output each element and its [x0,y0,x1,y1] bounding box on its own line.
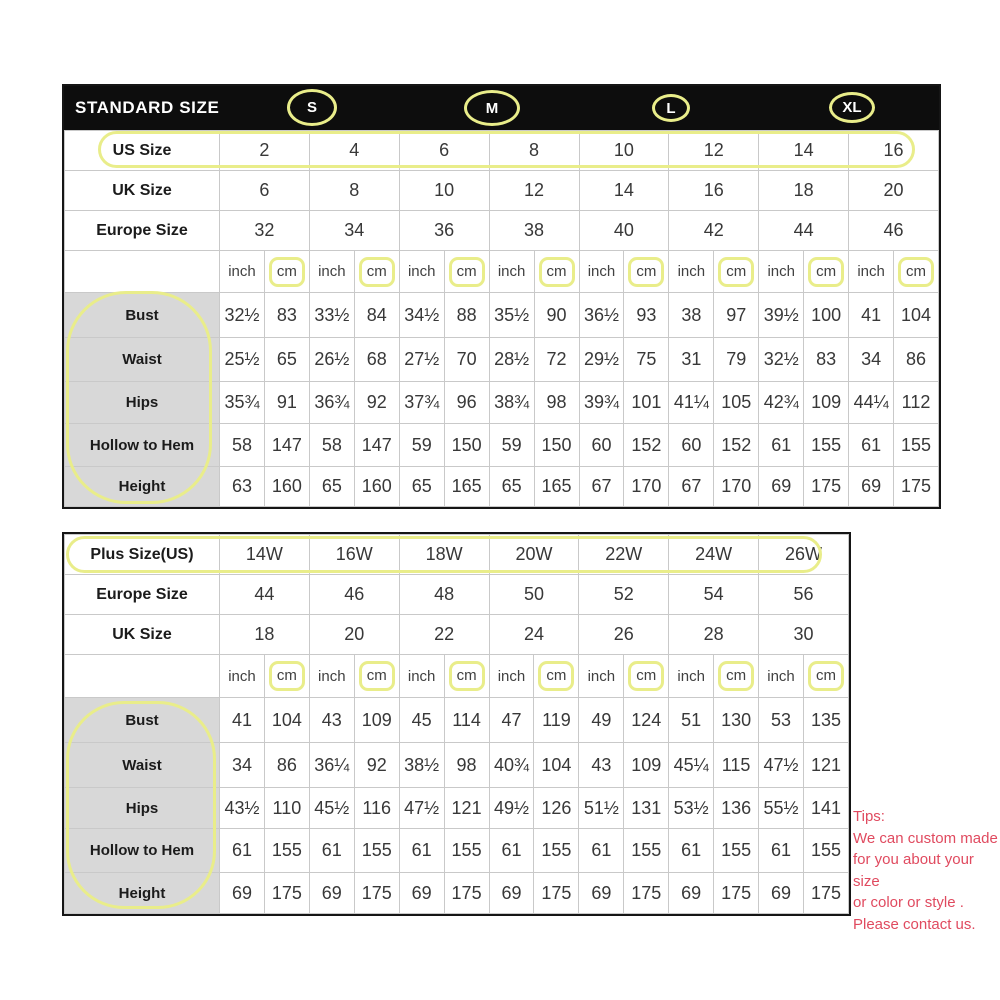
measurement-cell: 59 [399,424,444,467]
inch-label: inch [849,251,894,293]
measurement-cell: 100 [804,293,849,338]
size-cell: 52 [579,575,669,615]
size-cell: 20W [489,535,579,575]
size-cell: 18 [220,615,310,655]
measurement-cell: 47 [489,698,534,743]
measurement-cell: 141 [803,788,848,829]
measurement-cell: 92 [354,743,399,788]
measurement-cell: 69 [399,873,444,914]
measurement-row [65,467,939,507]
standard-size-header [64,86,939,130]
measurement-cell: 147 [264,424,309,467]
measurement-cell: 72 [534,338,579,382]
measurement-cell: 109 [354,698,399,743]
measurement-label: Waist [65,338,220,382]
size-data-table [64,130,939,507]
measurement-cell: 43½ [220,788,265,829]
inch-label: inch [309,655,354,698]
measurement-cell: 98 [534,382,579,424]
measurement-cell: 110 [264,788,309,829]
size-cell: 26 [579,615,669,655]
tips-line-1: We can custom made [853,829,998,847]
measurement-cell: 126 [534,788,579,829]
measurement-cell: 61 [759,424,804,467]
unit-row-spacer [65,251,220,293]
measurement-cell: 34½ [399,293,444,338]
measurement-row [65,382,939,424]
measurement-cell: 116 [354,788,399,829]
measurement-cell: 152 [714,424,759,467]
measurement-cell: 83 [264,293,309,338]
inch-label: inch [489,251,534,293]
size-cell: 44 [759,211,849,251]
measurement-cell: 51½ [579,788,624,829]
measurement-cell: 47½ [759,743,804,788]
measurement-label: Height [65,467,220,507]
cm-cell [354,655,399,698]
measurement-cell: 101 [624,382,669,424]
size-cell: 32 [220,211,310,251]
size-group-m-circle [464,90,520,126]
inch-label: inch [579,655,624,698]
size-group-s-circle [287,89,337,126]
measurement-cell: 65 [309,467,354,507]
measurement-cell: 175 [803,873,848,914]
size-cell: 14W [220,535,310,575]
measurement-cell: 69 [759,873,804,914]
measurement-cell: 124 [624,698,669,743]
measurement-cell: 160 [354,467,399,507]
measurement-cell: 175 [894,467,939,507]
size-cell: 14 [759,131,849,171]
tips-title: Tips: [853,808,885,825]
cm-highlight-box: cm [269,257,305,287]
measurement-cell: 60 [579,424,624,467]
tips-line-4: Please contact us. [853,915,976,933]
size-cell: 22 [399,615,489,655]
cm-cell [804,251,849,293]
measurement-cell: 65 [264,338,309,382]
measurement-cell: 32½ [220,293,265,338]
measurement-cell: 119 [534,698,579,743]
cm-cell [264,251,309,293]
size-cell: 12 [489,171,579,211]
inch-label: inch [669,655,714,698]
size-cell: 54 [669,575,759,615]
size-cell: 50 [489,575,579,615]
size-group-l-circle [652,94,690,122]
cm-cell [894,251,939,293]
measurement-cell: 61 [759,829,804,873]
measurement-cell: 61 [399,829,444,873]
size-cell: 30 [759,615,849,655]
measurement-label: Waist [65,743,220,788]
size-cell: 16 [669,171,759,211]
measurement-cell: 40¾ [489,743,534,788]
size-row [65,211,939,251]
measurement-cell: 60 [669,424,714,467]
size-cell: 40 [579,211,669,251]
measurement-cell: 35¾ [220,382,265,424]
measurement-cell: 75 [624,338,669,382]
measurement-cell: 93 [624,293,669,338]
measurement-cell: 97 [714,293,759,338]
measurement-cell: 38¾ [489,382,534,424]
measurement-cell: 31 [669,338,714,382]
measurement-cell: 155 [714,829,759,873]
measurement-cell: 53 [759,698,804,743]
size-cell: 46 [849,211,939,251]
size-row [65,131,939,171]
measurement-cell: 90 [534,293,579,338]
measurement-row [65,338,939,382]
inch-label: inch [399,251,444,293]
measurement-cell: 65 [489,467,534,507]
measurement-cell: 67 [669,467,714,507]
cm-cell [534,655,579,698]
measurement-cell: 41 [220,698,265,743]
size-cell: 16W [309,535,399,575]
measurement-cell: 36½ [579,293,624,338]
measurement-cell: 69 [669,873,714,914]
measurement-cell: 88 [444,293,489,338]
measurement-cell: 61 [669,829,714,873]
measurement-cell: 91 [264,382,309,424]
cm-cell [444,655,489,698]
measurement-label: Hollow to Hem [65,424,220,467]
measurement-cell: 37¾ [399,382,444,424]
cm-highlight-box: cm [269,661,305,691]
cm-highlight-box: cm [359,661,395,691]
measurement-cell: 105 [714,382,759,424]
measurement-cell: 147 [354,424,399,467]
measurement-label: Hollow to Hem [65,829,220,873]
measurement-cell: 69 [579,873,624,914]
measurement-cell: 115 [714,743,759,788]
measurement-cell: 86 [264,743,309,788]
cm-highlight-box: cm [628,257,664,287]
measurement-cell: 26½ [309,338,354,382]
measurement-cell: 34 [220,743,265,788]
measurement-cell: 114 [444,698,489,743]
tips-line-3: or color or style . [853,894,964,911]
row-label: Europe Size [65,575,220,615]
size-group-m-label: M [485,99,499,117]
cm-cell [354,251,399,293]
measurement-cell: 175 [804,467,849,507]
measurement-cell: 155 [894,424,939,467]
measurement-cell: 34 [849,338,894,382]
measurement-cell: 165 [444,467,489,507]
measurement-cell: 45½ [309,788,354,829]
measurement-cell: 150 [534,424,579,467]
size-cell: 20 [849,171,939,211]
cm-highlight-box: cm [539,257,575,287]
inch-label: inch [759,655,804,698]
row-label: UK Size [65,615,220,655]
size-row [65,615,849,655]
size-cell: 46 [309,575,399,615]
measurement-cell: 28½ [489,338,534,382]
size-row [65,575,849,615]
measurement-cell: 112 [894,382,939,424]
measurement-cell: 170 [624,467,669,507]
unit-row [65,655,849,698]
row-label: US Size [65,131,220,171]
measurement-cell: 160 [264,467,309,507]
measurement-cell: 121 [803,743,848,788]
size-cell: 6 [399,131,489,171]
inch-label: inch [669,251,714,293]
cm-cell [624,655,669,698]
cm-highlight-box: cm [449,257,485,287]
size-cell: 18W [399,535,489,575]
unit-row-spacer [65,655,220,698]
size-group-s-label: S [306,99,317,116]
size-cell: 34 [309,211,399,251]
cm-highlight-box: cm [808,257,844,287]
size-cell: 36 [399,211,489,251]
measurement-cell: 38½ [399,743,444,788]
measurement-cell: 51 [669,698,714,743]
row-label: Plus Size(US) [65,535,220,575]
measurement-cell: 135 [803,698,848,743]
tips-line-2: for you about your size [853,851,974,890]
cm-cell [714,251,759,293]
measurement-cell: 155 [264,829,309,873]
inch-label: inch [220,655,265,698]
row-label: Europe Size [65,211,220,251]
measurement-cell: 83 [804,338,849,382]
size-cell: 26W [759,535,849,575]
size-cell: 6 [220,171,310,211]
measurement-cell: 155 [444,829,489,873]
measurement-cell: 47½ [399,788,444,829]
size-cell: 18 [759,171,849,211]
cm-highlight-box: cm [538,661,574,691]
measurement-cell: 155 [804,424,849,467]
cm-cell [534,251,579,293]
plus-size-grid [64,534,849,914]
measurement-cell: 96 [444,382,489,424]
measurement-row [65,873,849,914]
size-cell: 10 [399,171,489,211]
inch-label: inch [579,251,624,293]
measurement-cell: 49½ [489,788,534,829]
measurement-cell: 61 [220,829,265,873]
standard-size-grid [64,130,939,507]
inch-label: inch [759,251,804,293]
measurement-cell: 58 [220,424,265,467]
measurement-cell: 175 [264,873,309,914]
measurement-cell: 67 [579,467,624,507]
standard-size-title: STANDARD SIZE [75,98,220,117]
measurement-cell: 69 [489,873,534,914]
plus-size-table [62,532,851,916]
measurement-cell: 98 [444,743,489,788]
measurement-label: Height [65,873,220,914]
measurement-cell: 70 [444,338,489,382]
measurement-cell: 61 [489,829,534,873]
measurement-row [65,788,849,829]
size-cell: 24 [489,615,579,655]
measurement-cell: 43 [579,743,624,788]
measurement-cell: 61 [849,424,894,467]
measurement-row [65,829,849,873]
unit-row [65,251,939,293]
measurement-cell: 39¾ [579,382,624,424]
measurement-cell: 68 [354,338,399,382]
measurement-cell: 84 [354,293,399,338]
measurement-cell: 86 [894,338,939,382]
measurement-cell: 27½ [399,338,444,382]
size-cell: 14 [579,171,669,211]
inch-label: inch [489,655,534,698]
measurement-cell: 175 [354,873,399,914]
measurement-cell: 165 [534,467,579,507]
measurement-cell: 65 [399,467,444,507]
measurement-cell: 36¾ [309,382,354,424]
measurement-cell: 175 [714,873,759,914]
measurement-cell: 155 [803,829,848,873]
measurement-cell: 131 [624,788,669,829]
measurement-cell: 69 [759,467,804,507]
inch-label: inch [309,251,354,293]
measurement-cell: 36¼ [309,743,354,788]
size-cell: 44 [220,575,310,615]
measurement-cell: 39½ [759,293,804,338]
measurement-cell: 79 [714,338,759,382]
measurement-cell: 155 [354,829,399,873]
cm-cell [624,251,669,293]
measurement-cell: 155 [534,829,579,873]
measurement-cell: 53½ [669,788,714,829]
measurement-cell: 104 [534,743,579,788]
cm-highlight-box: cm [359,257,395,287]
cm-highlight-box: cm [718,257,754,287]
measurement-cell: 43 [309,698,354,743]
cm-highlight-box: cm [808,661,844,691]
measurement-row [65,743,849,788]
measurement-cell: 69 [220,873,265,914]
measurement-cell: 44¼ [849,382,894,424]
size-cell: 42 [669,211,759,251]
size-cell: 24W [669,535,759,575]
row-label: UK Size [65,171,220,211]
size-row [65,171,939,211]
measurement-cell: 61 [579,829,624,873]
measurement-cell: 69 [309,873,354,914]
size-cell: 2 [220,131,310,171]
size-cell: 38 [489,211,579,251]
measurement-cell: 170 [714,467,759,507]
measurement-row [65,424,939,467]
cm-cell [714,655,759,698]
inch-label: inch [399,655,444,698]
size-cell: 4 [309,131,399,171]
cm-highlight-box: cm [628,661,664,691]
measurement-cell: 49 [579,698,624,743]
measurement-cell: 41¼ [669,382,714,424]
inch-label: inch [220,251,265,293]
cm-cell [803,655,848,698]
measurement-cell: 61 [309,829,354,873]
measurement-cell: 32½ [759,338,804,382]
measurement-cell: 121 [444,788,489,829]
measurement-cell: 175 [444,873,489,914]
size-cell: 22W [579,535,669,575]
measurement-cell: 136 [714,788,759,829]
measurement-label: Hips [65,382,220,424]
size-cell: 20 [309,615,399,655]
measurement-cell: 152 [624,424,669,467]
measurement-cell: 130 [714,698,759,743]
size-cell: 28 [669,615,759,655]
measurement-cell: 175 [624,873,669,914]
measurement-cell: 175 [534,873,579,914]
measurement-cell: 58 [309,424,354,467]
measurement-cell: 35½ [489,293,534,338]
size-cell: 10 [579,131,669,171]
measurement-cell: 63 [220,467,265,507]
measurement-cell: 55½ [759,788,804,829]
measurement-cell: 45 [399,698,444,743]
measurement-cell: 42¾ [759,382,804,424]
measurement-cell: 104 [894,293,939,338]
size-cell: 8 [489,131,579,171]
size-cell: 16 [849,131,939,171]
size-group-xl-label: XL [842,99,862,116]
cm-highlight-box: cm [449,661,485,691]
measurement-cell: 69 [849,467,894,507]
measurement-cell: 41 [849,293,894,338]
size-cell: 12 [669,131,759,171]
cm-cell [264,655,309,698]
measurement-cell: 33½ [309,293,354,338]
size-cell: 8 [309,171,399,211]
measurement-cell: 150 [444,424,489,467]
measurement-label: Bust [65,293,220,338]
measurement-cell: 155 [624,829,669,873]
tips-note [853,806,1000,935]
measurement-cell: 92 [354,382,399,424]
size-data-table [64,534,849,914]
cm-highlight-box: cm [718,661,754,691]
measurement-cell: 38 [669,293,714,338]
size-group-l-label: L [666,99,676,117]
measurement-cell: 109 [804,382,849,424]
cm-highlight-box: cm [898,257,934,287]
measurement-row [65,698,849,743]
size-row [65,535,849,575]
measurement-cell: 109 [624,743,669,788]
measurement-cell: 25½ [220,338,265,382]
measurement-cell: 29½ [579,338,624,382]
measurement-cell: 104 [264,698,309,743]
measurement-row [65,293,939,338]
size-group-xl-circle [829,92,875,123]
measurement-label: Bust [65,698,220,743]
measurement-label: Hips [65,788,220,829]
cm-cell [444,251,489,293]
measurement-cell: 59 [489,424,534,467]
standard-size-table [62,84,941,509]
size-cell: 48 [399,575,489,615]
measurement-cell: 45¼ [669,743,714,788]
size-cell: 56 [759,575,849,615]
